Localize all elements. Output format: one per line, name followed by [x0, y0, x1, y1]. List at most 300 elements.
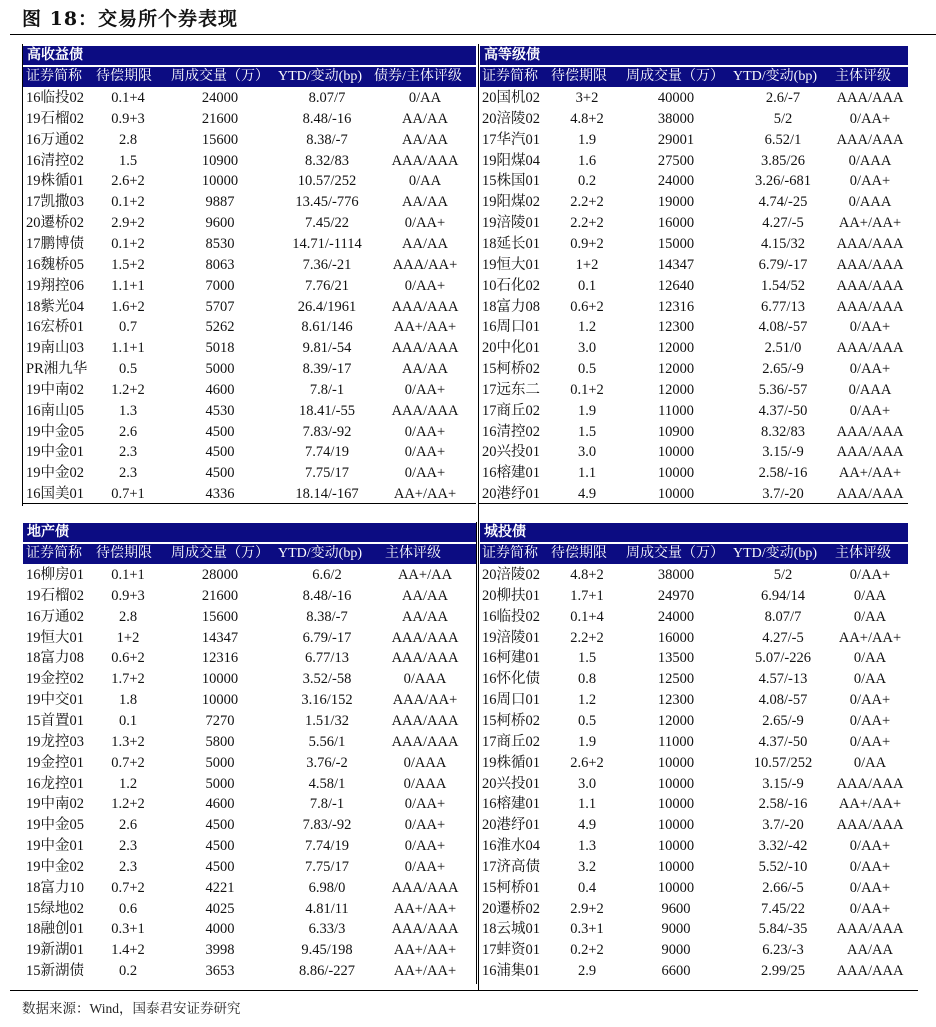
cell-rating: AAA/AAA	[836, 775, 904, 792]
cell-name: 17商丘02	[482, 733, 540, 750]
cell-ytd-change: 8.86/-227	[299, 963, 355, 980]
cell-term: 0.9+2	[570, 235, 604, 252]
cell-rating: AA+/AA+	[838, 465, 902, 482]
cell-ytd-change: 6.77/13	[761, 298, 805, 315]
table-row	[23, 484, 476, 505]
cell-ytd-change: 5.07/-226	[755, 650, 811, 667]
cell-name: 16万通02	[26, 608, 84, 625]
cell-term: 2.2+2	[570, 194, 604, 211]
cell-name: 18紫光04	[26, 298, 84, 315]
cell-rating: 0/AA+	[849, 900, 891, 917]
bottom-rule	[10, 990, 918, 991]
figure-title: 图 18：交易所个券表现	[22, 8, 239, 30]
cell-volume: 6600	[661, 963, 691, 980]
cell-term: 2.9+2	[570, 900, 604, 917]
cell-ytd-change: 3.15/-9	[762, 775, 804, 792]
cell-rating: AA/AA	[402, 235, 448, 252]
cell-ytd-change: 7.83/-92	[302, 423, 352, 440]
cell-rating: 0/AA+	[849, 402, 891, 419]
cell-name: 16魏桥05	[26, 256, 84, 273]
cell-term: 4.8+2	[570, 110, 604, 127]
cell-volume: 10000	[657, 817, 695, 834]
cell-rating: 0/AA+	[404, 817, 446, 834]
cell-term: 1.4+2	[111, 942, 145, 959]
cell-volume: 10000	[201, 692, 239, 709]
cell-rating: AAA/AAA	[836, 486, 904, 503]
table-row	[480, 711, 908, 732]
column-header-term: 待偿期限	[96, 546, 152, 561]
cell-term: 1.1	[577, 796, 597, 813]
table-row	[480, 255, 908, 276]
table-row	[480, 213, 908, 234]
cell-ytd-change: 4.27/-5	[762, 215, 804, 232]
cell-ytd-change: 2.65/-9	[762, 361, 804, 378]
cell-name: 19翔控06	[26, 277, 84, 294]
cell-term: 2.3	[118, 465, 138, 482]
cell-volume: 5018	[205, 340, 235, 357]
cell-rating: 0/AA+	[849, 858, 891, 875]
cell-name: 18富力10	[26, 879, 84, 896]
cell-name: 19石榴02	[26, 587, 84, 604]
cell-volume: 24000	[657, 608, 695, 625]
cell-name: 16万通02	[26, 131, 84, 148]
cell-rating: 0/AAA	[848, 152, 892, 169]
cell-name: 18融创01	[26, 921, 84, 938]
cell-term: 1.5	[577, 650, 597, 667]
cell-term: 2.3	[118, 858, 138, 875]
cell-name: 18富力08	[26, 650, 84, 667]
cell-term: 1.1+1	[111, 277, 145, 294]
cell-rating: 0/AAA	[403, 775, 447, 792]
cell-rating: 0/AA	[853, 608, 887, 625]
cell-volume: 5000	[205, 754, 235, 771]
cell-ytd-change: 8.38/-7	[306, 131, 348, 148]
table-row	[23, 192, 476, 213]
cell-ytd-change: 7.45/22	[305, 215, 349, 232]
cell-term: 2.2+2	[570, 215, 604, 232]
cell-rating: AAA/AAA	[391, 298, 459, 315]
cell-volume: 12000	[657, 340, 695, 357]
cell-name: 16清控02	[482, 423, 540, 440]
cell-term: 0.7	[118, 319, 138, 336]
cell-ytd-change: 4.58/1	[308, 775, 346, 792]
cell-name: 16宏桥01	[26, 319, 84, 336]
cell-rating: 0/AA+	[849, 692, 891, 709]
table-row	[23, 732, 476, 753]
table-row	[23, 338, 476, 359]
table-row	[23, 940, 476, 961]
cell-term: 2.2+2	[570, 629, 604, 646]
cell-rating: AA/AA	[402, 587, 448, 604]
cell-volume: 38000	[657, 567, 695, 583]
column-header-row	[480, 544, 908, 564]
table-row	[23, 774, 476, 795]
cell-ytd-change: 4.57/-13	[758, 671, 808, 688]
cell-rating: 0/AA	[408, 173, 442, 190]
cell-name: 19阳煤04	[482, 152, 540, 169]
cell-ytd-change: 7.75/17	[305, 858, 349, 875]
cell-name: 19新湖01	[26, 942, 84, 959]
cell-name: 10石化02	[482, 277, 540, 294]
real-estate-table	[23, 523, 476, 983]
table-row	[23, 380, 476, 401]
table-row	[23, 961, 476, 982]
cell-rating: AA/AA	[402, 131, 448, 148]
cell-name: 19中金02	[26, 858, 84, 875]
table-row	[23, 878, 476, 899]
cell-rating: AAA/AAA	[836, 298, 904, 315]
cell-volume: 16000	[657, 629, 695, 646]
cell-volume: 15600	[201, 131, 239, 148]
table-row	[23, 899, 476, 920]
table-row	[480, 836, 908, 857]
cell-volume: 4500	[205, 858, 235, 875]
cell-term: 3.0	[577, 444, 597, 461]
cell-rating: AAA/AAA	[391, 152, 459, 169]
cell-ytd-change: 9.45/198	[301, 942, 353, 959]
cell-name: 19中金05	[26, 817, 84, 834]
cell-volume: 10000	[657, 444, 695, 461]
table-row	[23, 130, 476, 151]
cell-name: 20涪陵02	[482, 110, 540, 127]
table-row	[480, 130, 908, 151]
cell-term: 0.2	[118, 963, 138, 980]
cell-term: 0.6+2	[111, 650, 145, 667]
cell-name: 19涪陵01	[482, 629, 540, 646]
cell-name: 20兴投01	[482, 775, 540, 792]
table-row	[23, 565, 476, 586]
cell-volume: 4000	[205, 921, 235, 938]
cell-ytd-change: 18.14/-167	[295, 486, 359, 503]
cell-rating: 0/AA+	[849, 838, 891, 855]
cell-ytd-change: 8.32/83	[761, 423, 805, 440]
cell-name: 15株国01	[482, 173, 540, 190]
cell-rating: 0/AA+	[404, 277, 446, 294]
cell-volume: 10000	[657, 838, 695, 855]
cell-ytd-change: 2.58/-16	[758, 796, 808, 813]
cell-term: 3+2	[575, 90, 599, 106]
cell-ytd-change: 3.76/-2	[306, 754, 348, 771]
cell-volume: 10900	[201, 152, 239, 169]
cell-name: 19株循01	[482, 754, 540, 771]
cell-term: 3.0	[577, 340, 597, 357]
cell-name: 19南山03	[26, 340, 84, 357]
cell-ytd-change: 14.71/-1114	[292, 235, 362, 252]
cell-ytd-change: 18.41/-55	[299, 402, 355, 419]
cell-rating: 0/AAA	[848, 381, 892, 398]
table-row	[23, 422, 476, 443]
cell-rating: 0/AA+	[849, 567, 891, 583]
column-header-term: 待偿期限	[551, 69, 607, 84]
table-row	[23, 255, 476, 276]
cell-name: 20涪陵02	[482, 567, 540, 583]
cell-ytd-change: 8.39/-17	[302, 361, 352, 378]
cell-volume: 10000	[657, 858, 695, 875]
cell-ytd-change: 4.37/-50	[758, 402, 808, 419]
cell-volume: 5000	[205, 775, 235, 792]
cell-rating: AA/AA	[402, 608, 448, 625]
cell-ytd-change: 5.56/1	[308, 733, 346, 750]
cell-name: 17蚌资01	[482, 942, 540, 959]
high-yield-table	[23, 46, 476, 504]
cell-ytd-change: 1.54/52	[761, 277, 805, 294]
left-bottom-table-border	[476, 522, 477, 984]
table-row	[480, 276, 908, 297]
table-row	[23, 857, 476, 878]
cell-ytd-change: 2.58/-16	[758, 465, 808, 482]
cell-name: 16怀化债	[482, 671, 540, 688]
cell-volume: 12316	[657, 298, 695, 315]
cell-volume: 24000	[201, 90, 239, 106]
center-divider	[478, 44, 479, 990]
cell-name: 15柯桥01	[482, 879, 540, 896]
cell-ytd-change: 4.08/-57	[758, 692, 808, 709]
cell-name: 15新湖债	[26, 963, 84, 980]
cell-volume: 11000	[658, 402, 694, 419]
cell-rating: AA+/AA+	[838, 215, 902, 232]
table-row	[23, 213, 476, 234]
cell-name: 15绿地02	[26, 900, 84, 917]
cell-term: 0.9+3	[111, 110, 145, 127]
cell-volume: 8063	[205, 256, 235, 273]
cell-name: 17凯撒03	[26, 194, 84, 211]
cell-term: 1.3+2	[111, 733, 145, 750]
table-row	[23, 648, 476, 669]
cell-ytd-change: 7.36/-21	[302, 256, 352, 273]
column-header-row	[480, 67, 908, 87]
cell-term: 1+2	[575, 256, 599, 273]
cell-term: 1.1	[577, 465, 597, 482]
cell-volume: 11000	[658, 733, 694, 750]
column-header-term: 待偿期限	[96, 69, 152, 84]
cell-name: 19龙控03	[26, 733, 84, 750]
cell-term: 2.6	[118, 817, 138, 834]
cell-name: 20遷桥02	[482, 900, 540, 917]
cell-term: 1.3	[118, 402, 138, 419]
cell-term: 4.9	[577, 486, 597, 503]
cell-rating: AAA/AAA	[836, 256, 904, 273]
cell-rating: 0/AA+	[404, 215, 446, 232]
cell-ytd-change: 8.07/7	[764, 608, 802, 625]
cell-ytd-change: 2.66/-5	[762, 879, 804, 896]
cell-ytd-change: 7.8/-1	[309, 381, 345, 398]
table-row	[480, 628, 908, 649]
cell-term: 0.7+2	[111, 879, 145, 896]
cell-rating: AAA/AAA	[836, 131, 904, 148]
cell-volume: 14347	[657, 256, 695, 273]
table-row	[23, 401, 476, 422]
table-row	[480, 359, 908, 380]
table-row	[23, 276, 476, 297]
cell-volume: 10000	[657, 796, 695, 813]
column-header-volume: 周成交量（万）	[626, 546, 724, 561]
cell-volume: 3653	[205, 963, 235, 980]
cell-volume: 10900	[657, 423, 695, 440]
cell-term: 0.6	[118, 900, 138, 917]
cell-ytd-change: 3.26/-681	[755, 173, 811, 190]
cell-name: 19株循01	[26, 173, 84, 190]
cell-rating: 0/AAA	[848, 194, 892, 211]
cell-rating: 0/AA+	[404, 858, 446, 875]
cell-term: 0.1+2	[111, 235, 145, 252]
cell-ytd-change: 7.76/21	[305, 277, 349, 294]
cell-volume: 10000	[201, 173, 239, 190]
cell-ytd-change: 4.37/-50	[758, 733, 808, 750]
cell-rating: AAA/AAA	[836, 444, 904, 461]
cell-name: 19恒大01	[482, 256, 540, 273]
table-row	[23, 88, 476, 109]
cell-rating: AA/AA	[847, 942, 893, 959]
cell-name: 16榕建01	[482, 796, 540, 813]
cell-term: 1.6	[577, 152, 597, 169]
cell-term: 1.1+1	[111, 340, 145, 357]
cell-rating: AA+/AA+	[393, 486, 457, 503]
cell-name: 17商丘02	[482, 402, 540, 419]
cell-ytd-change: 26.4/1961	[297, 298, 357, 315]
column-header-name: 证券简称	[26, 546, 82, 561]
cell-rating: 0/AA+	[404, 423, 446, 440]
cell-term: 2.6+2	[111, 173, 145, 190]
table-row	[23, 711, 476, 732]
cell-name: 19涪陵01	[482, 215, 540, 232]
cell-ytd-change: 9.81/-54	[302, 340, 352, 357]
table-row	[23, 359, 476, 380]
cell-name: 20中化01	[482, 340, 540, 357]
table-row	[480, 586, 908, 607]
cell-volume: 40000	[657, 90, 695, 106]
cell-term: 3.2	[577, 858, 597, 875]
cell-volume: 4530	[205, 402, 235, 419]
cell-rating: AA+/AA+	[393, 319, 457, 336]
table-row	[480, 380, 908, 401]
cell-term: 0.1	[577, 277, 597, 294]
cell-rating: AA+/AA+	[393, 963, 457, 980]
table-row	[23, 836, 476, 857]
cell-rating: 0/AA+	[849, 173, 891, 190]
cell-term: 0.6+2	[570, 298, 604, 315]
table-row	[480, 565, 908, 586]
cell-term: 0.4	[577, 879, 597, 896]
cell-ytd-change: 1.51/32	[305, 712, 349, 729]
cell-ytd-change: 3.32/-42	[758, 838, 808, 855]
cell-volume: 15000	[657, 235, 695, 252]
cell-volume: 4336	[205, 486, 235, 503]
column-header-ytd-change: YTD/变动(bp)	[278, 69, 362, 84]
cell-ytd-change: 6.77/13	[305, 650, 349, 667]
cell-term: 1.2	[577, 319, 597, 336]
cell-term: 1.5+2	[111, 256, 145, 273]
cell-name: 16临投02	[26, 90, 84, 106]
cell-ytd-change: 3.16/152	[301, 692, 353, 709]
cell-ytd-change: 8.48/-16	[302, 110, 352, 127]
table-row	[480, 151, 908, 172]
cell-rating: 0/AA	[853, 650, 887, 667]
cell-term: 2.9+2	[111, 215, 145, 232]
cell-ytd-change: 7.83/-92	[302, 817, 352, 834]
cell-rating: 0/AA+	[849, 110, 891, 127]
cell-ytd-change: 6.79/-17	[758, 256, 808, 273]
cell-term: 0.2+2	[570, 942, 604, 959]
cell-volume: 7270	[205, 712, 235, 729]
cell-volume: 5262	[205, 319, 235, 336]
cell-volume: 28000	[201, 567, 239, 583]
cell-volume: 5000	[205, 361, 235, 378]
cell-rating: 0/AA+	[849, 733, 891, 750]
cell-volume: 38000	[657, 110, 695, 127]
cell-rating: AAA/AA+	[392, 692, 458, 709]
table-title-band: 地产债	[23, 523, 476, 542]
cell-volume: 16000	[657, 215, 695, 232]
cell-name: 19中金01	[26, 444, 84, 461]
cell-ytd-change: 6.52/1	[764, 131, 802, 148]
cell-term: 1.2+2	[111, 381, 145, 398]
cell-ytd-change: 3.7/-20	[762, 817, 804, 834]
cell-rating: AAA/AAA	[836, 235, 904, 252]
column-header-ytd-change: YTD/变动(bp)	[278, 546, 362, 561]
cell-rating: AAA/AAA	[391, 879, 459, 896]
cell-rating: 0/AA+	[849, 879, 891, 896]
cell-ytd-change: 7.74/19	[305, 444, 349, 461]
cell-volume: 5800	[205, 733, 235, 750]
cell-rating: AAA/AAA	[391, 650, 459, 667]
cell-rating: 0/AA+	[849, 319, 891, 336]
cell-rating: AA+/AA	[397, 567, 453, 583]
table-title-band: 高收益债	[23, 46, 476, 65]
table-row	[23, 690, 476, 711]
cell-name: 16南山05	[26, 402, 84, 419]
cell-rating: AA+/AA+	[393, 900, 457, 917]
cell-volume: 10000	[657, 754, 695, 771]
cell-name: 18富力08	[482, 298, 540, 315]
cell-ytd-change: 4.74/-25	[758, 194, 808, 211]
cell-ytd-change: 6.94/14	[761, 587, 805, 604]
column-header-rating: 主体评级	[835, 546, 891, 561]
cell-rating: AAA/AAA	[836, 423, 904, 440]
cell-name: 15首置01	[26, 712, 84, 729]
cell-rating: AAA/AA+	[392, 256, 458, 273]
column-header-volume: 周成交量（万）	[171, 69, 269, 84]
cell-rating: AA/AA	[402, 361, 448, 378]
cell-ytd-change: 8.07/7	[308, 90, 346, 106]
cell-rating: AA/AA	[402, 110, 448, 127]
cell-rating: AAA/AAA	[836, 817, 904, 834]
cell-name: 16清控02	[26, 152, 84, 169]
cell-ytd-change: 8.32/83	[305, 152, 349, 169]
cell-volume: 8530	[205, 235, 235, 252]
cell-ytd-change: 6.98/0	[308, 879, 346, 896]
cell-ytd-change: 4.27/-5	[762, 629, 804, 646]
cell-term: 0.1+4	[570, 608, 604, 625]
cell-term: 1.2	[577, 692, 597, 709]
table-row	[23, 463, 476, 484]
cell-name: 15柯桥02	[482, 361, 540, 378]
cell-ytd-change: 2.51/0	[764, 340, 802, 357]
column-header-name: 证券简称	[482, 69, 538, 84]
cell-ytd-change: 7.75/17	[305, 465, 349, 482]
cell-name: 19恒大01	[26, 629, 84, 646]
cell-rating: AA/AA	[402, 194, 448, 211]
cell-volume: 29001	[657, 131, 695, 148]
table-row	[480, 794, 908, 815]
cell-volume: 13500	[657, 650, 695, 667]
cell-rating: 0/AA+	[849, 712, 891, 729]
cell-rating: AA+/AA+	[838, 796, 902, 813]
cell-name: 17华汽01	[482, 131, 540, 148]
cell-term: 1.9	[577, 733, 597, 750]
table-row	[23, 234, 476, 255]
table-row	[480, 690, 908, 711]
cell-volume: 21600	[201, 587, 239, 604]
